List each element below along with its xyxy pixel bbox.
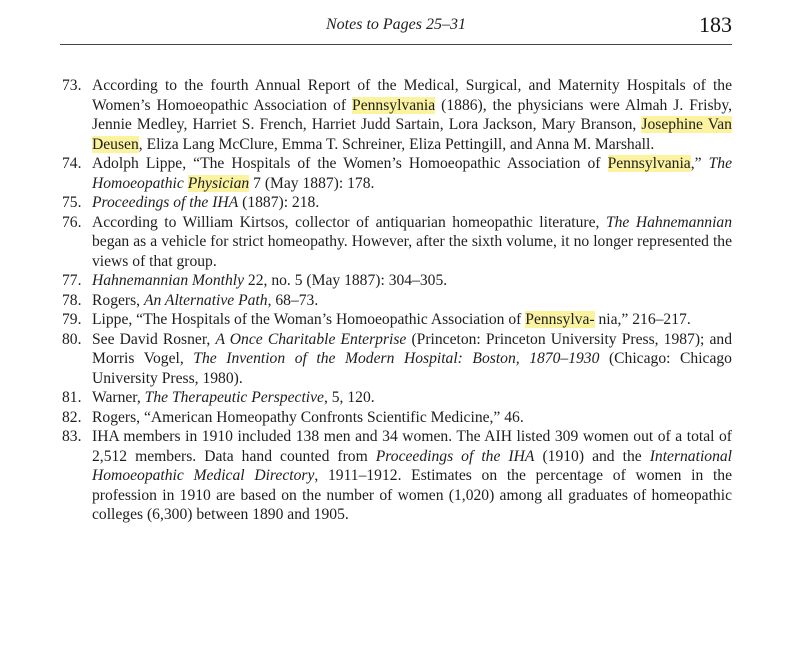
italic-title: A Once Charitable Enterprise xyxy=(215,330,407,348)
notes-list xyxy=(62,76,732,525)
highlighted-text: Pennsylva- xyxy=(525,311,595,328)
note-segment: (Chicago: Chicago University Press, 1980). xyxy=(92,350,732,387)
note-number: 81. xyxy=(62,389,82,406)
note-number: 76. xyxy=(62,213,82,231)
note-item xyxy=(62,388,732,408)
note-number: 82. xyxy=(62,408,82,426)
note-segment: (1910) and the xyxy=(534,447,650,465)
note-item xyxy=(62,271,732,291)
italic-title: The Hahnemannian xyxy=(605,213,732,231)
note-text xyxy=(92,292,318,309)
note-segment: (1887): 218. xyxy=(238,194,320,211)
note-number: 79. xyxy=(62,311,82,328)
note-text xyxy=(92,214,732,270)
italic-title: The Homoeopathic xyxy=(92,155,733,192)
note-text xyxy=(92,428,732,523)
note-segment: (1886), the physicians were Almah J. Frisby, Jennie Medley, Harriet S. French, Harriet Judd Sartain, Lora Jackson, Mary Branson, xyxy=(92,96,733,133)
highlighted-text: Pennsylvania xyxy=(607,155,691,172)
highlighted-text: Physician xyxy=(187,174,250,192)
note-segment: , Eliza Lang McClure, Emma T. Schreiner, Eliza Pettingill, and Anna M. Marshall. xyxy=(138,135,655,153)
note-segment: began as a vehicle for strict homeopathy. However, after the sixth volume, it no longer represented the views of that group. xyxy=(92,233,732,270)
note-number: 75. xyxy=(62,194,82,211)
note-number: 74. xyxy=(62,155,82,172)
note-segment: Rogers, xyxy=(92,291,144,309)
note-text xyxy=(92,331,732,387)
note-item xyxy=(62,310,732,330)
note-item xyxy=(62,330,732,389)
header-rule xyxy=(60,44,732,45)
italic-title: The Invention of the Modern Hospital: Boston, 1870–1930 xyxy=(193,350,600,367)
note-item xyxy=(62,76,732,154)
italic-title: The Therapeutic Perspective xyxy=(144,389,324,406)
note-item xyxy=(62,408,732,428)
note-text xyxy=(92,77,732,153)
note-number: 73. xyxy=(62,77,82,94)
note-segment: , 5, 120. xyxy=(323,389,375,406)
note-item xyxy=(62,193,732,213)
italic-title: Proceedings of the IHA xyxy=(375,447,535,465)
note-segment: 7 (May 1887): 178. xyxy=(249,174,375,192)
note-segment: ,” xyxy=(690,155,709,172)
italic-title: Proceedings of the IHA xyxy=(92,194,239,211)
italic-title: Hahnemannian Monthly xyxy=(92,272,245,289)
note-number: 80. xyxy=(62,330,82,348)
note-segment: (Princeton: Princeton University Press, 1987); and Morris Vogel, xyxy=(92,330,733,367)
highlighted-text: Pennsylvania xyxy=(352,96,436,114)
running-head xyxy=(60,10,732,40)
note-item xyxy=(62,154,732,193)
note-item xyxy=(62,427,732,525)
note-segment: 22, no. 5 (May 1887): 304–305. xyxy=(244,272,448,289)
note-text xyxy=(92,409,524,426)
note-segment: According to the fourth Annual Report of the Medical, Surgical, and Maternity Hospitals of the Women’s Homoeopathic Association of xyxy=(92,77,732,114)
note-text xyxy=(92,311,691,328)
note-segment: nia,” 216–217. xyxy=(594,311,691,328)
note-text xyxy=(92,272,447,289)
note-number: 83. xyxy=(62,428,82,445)
note-item xyxy=(62,291,732,311)
italic-title: International Homoeopathic Medical Directory xyxy=(92,447,732,484)
note-text xyxy=(92,389,375,406)
running-title: Notes to Pages 25–31 xyxy=(326,16,466,33)
note-number: 77. xyxy=(62,272,82,289)
note-text xyxy=(92,155,732,192)
note-segment: According to William Kirtsos, collector of antiquarian homeopathic literature, xyxy=(92,213,606,231)
note-segment: , 1911–1912. Estimates on the percentage of women in the profession in 1910 are based on the number of women (1,020) among all graduates of homeopathic colleges (6,300) between 1890 and 1905. xyxy=(92,467,732,523)
note-item xyxy=(62,213,732,272)
note-text xyxy=(92,194,319,211)
note-segment: Rogers, “American Homeopathy Confronts Scientific Medicine,” 46. xyxy=(92,408,524,426)
note-segment: Lippe, “The Hospitals of the Woman’s Homoeopathic Association of xyxy=(92,311,526,328)
italic-title: An Alternative Path xyxy=(143,291,268,309)
page-number: 183 xyxy=(699,12,732,37)
highlighted-text: Josephine Van Deusen xyxy=(92,116,732,153)
note-segment: , 68–73. xyxy=(267,291,319,309)
note-segment: Warner, xyxy=(92,389,145,406)
note-segment: IHA members in 1910 included 138 men and 34 women. The AIH listed 309 women out of a total of 2,512 members. Data hand counted from xyxy=(92,428,732,465)
note-segment: Adolph Lippe, “The Hospitals of the Women’s Homoeopathic Association of xyxy=(92,155,608,172)
note-segment: See David Rosner, xyxy=(92,330,216,348)
note-number: 78. xyxy=(62,291,82,309)
